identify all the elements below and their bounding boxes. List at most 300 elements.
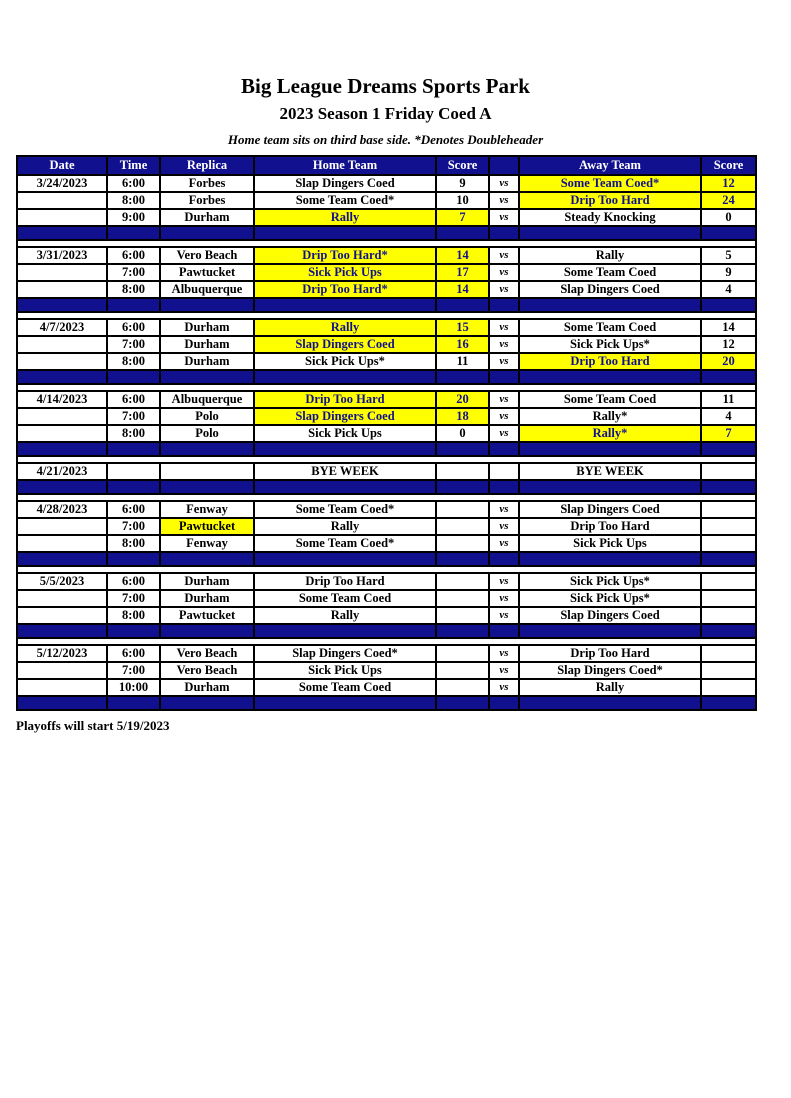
- header-home-score: Score: [436, 156, 489, 175]
- away-team-cell: Rally: [519, 247, 701, 264]
- week-separator-row: [17, 226, 756, 240]
- game-row: [17, 247, 756, 264]
- home-team-cell: Sick Pick Ups: [254, 425, 436, 442]
- section-spacer-row: [17, 456, 756, 463]
- home-score-cell: [436, 679, 489, 696]
- time-cell: 7:00: [107, 518, 160, 535]
- separator-cell: [160, 552, 254, 566]
- spacer-cell: [17, 494, 756, 501]
- separator-cell: [489, 370, 519, 384]
- game-row: [17, 353, 756, 370]
- away-team-cell: Rally*: [519, 425, 701, 442]
- separator-cell: [160, 226, 254, 240]
- game-row: [17, 281, 756, 298]
- separator-cell: [519, 298, 701, 312]
- away-score-cell: [701, 662, 756, 679]
- home-team-cell: Rally: [254, 209, 436, 226]
- separator-cell: [254, 226, 436, 240]
- section-spacer-row: [17, 494, 756, 501]
- date-cell: [17, 662, 107, 679]
- away-score-cell: 24: [701, 192, 756, 209]
- vs-cell: vs: [489, 607, 519, 624]
- separator-cell: [107, 624, 160, 638]
- separator-cell: [17, 480, 107, 494]
- replica-cell: Albuquerque: [160, 391, 254, 408]
- separator-cell: [17, 370, 107, 384]
- week-separator-row: [17, 298, 756, 312]
- separator-cell: [701, 480, 756, 494]
- home-score-cell: 17: [436, 264, 489, 281]
- page-note: Home team sits on third base side. *Denotes Doubleheader: [227, 131, 544, 147]
- away-team-cell: Rally*: [519, 408, 701, 425]
- page-subtitle: 2023 Season 1 Friday Coed A: [279, 104, 492, 124]
- separator-cell: [254, 370, 436, 384]
- game-row: [17, 573, 756, 590]
- header-time: Time: [107, 156, 160, 175]
- separator-cell: [107, 226, 160, 240]
- bye-week-row: [17, 463, 756, 480]
- home-team-cell: Sick Pick Ups: [254, 662, 436, 679]
- week-separator-row: [17, 552, 756, 566]
- time-cell: 7:00: [107, 336, 160, 353]
- separator-cell: [436, 370, 489, 384]
- away-score-cell: [701, 607, 756, 624]
- separator-cell: [17, 552, 107, 566]
- replica-cell: Durham: [160, 353, 254, 370]
- replica-cell: Durham: [160, 336, 254, 353]
- home-team-cell: Drip Too Hard*: [254, 247, 436, 264]
- home-team-cell: Drip Too Hard*: [254, 281, 436, 298]
- time-cell: 6:00: [107, 501, 160, 518]
- away-team-cell: Sick Pick Ups*: [519, 573, 701, 590]
- home-team-cell: Some Team Coed*: [254, 192, 436, 209]
- away-score-cell: 20: [701, 353, 756, 370]
- time-cell: 8:00: [107, 607, 160, 624]
- game-row: [17, 391, 756, 408]
- home-score-cell: 18: [436, 408, 489, 425]
- game-row: [17, 425, 756, 442]
- home-team-cell: Slap Dingers Coed: [254, 408, 436, 425]
- separator-cell: [254, 696, 436, 710]
- time-cell: 7:00: [107, 662, 160, 679]
- home-score-cell: 10: [436, 192, 489, 209]
- section-spacer-row: [17, 638, 756, 645]
- home-score-cell: 15: [436, 319, 489, 336]
- replica-cell: Pawtucket: [160, 518, 254, 535]
- header-away-score: Score: [701, 156, 756, 175]
- away-score-cell: [701, 501, 756, 518]
- home-score-cell: [436, 518, 489, 535]
- separator-cell: [160, 298, 254, 312]
- game-row: [17, 645, 756, 662]
- time-cell: 8:00: [107, 192, 160, 209]
- away-score-cell: [701, 590, 756, 607]
- header-away-team: Away Team: [519, 156, 701, 175]
- separator-cell: [17, 298, 107, 312]
- time-cell: 8:00: [107, 425, 160, 442]
- home-score-cell: 20: [436, 391, 489, 408]
- separator-cell: [519, 552, 701, 566]
- separator-cell: [160, 624, 254, 638]
- separator-cell: [254, 442, 436, 456]
- away-score-cell: [701, 679, 756, 696]
- date-cell: 4/7/2023: [17, 319, 107, 336]
- home-score-cell: [436, 645, 489, 662]
- home-team-cell: Slap Dingers Coed*: [254, 645, 436, 662]
- date-cell: [17, 408, 107, 425]
- spacer-cell: [17, 384, 756, 391]
- spacer-cell: [17, 638, 756, 645]
- header-replica: Replica: [160, 156, 254, 175]
- away-score-cell: 14: [701, 319, 756, 336]
- away-score-cell: [701, 463, 756, 480]
- home-score-cell: [436, 607, 489, 624]
- separator-cell: [436, 442, 489, 456]
- away-team-cell: Some Team Coed: [519, 391, 701, 408]
- away-score-cell: [701, 573, 756, 590]
- away-team-cell: Drip Too Hard: [519, 353, 701, 370]
- week-separator-row: [17, 696, 756, 710]
- vs-cell: vs: [489, 501, 519, 518]
- section-spacer-row: [17, 240, 756, 247]
- date-cell: [17, 336, 107, 353]
- separator-cell: [519, 624, 701, 638]
- time-cell: 7:00: [107, 590, 160, 607]
- separator-cell: [160, 442, 254, 456]
- replica-cell: Polo: [160, 425, 254, 442]
- away-score-cell: 12: [701, 175, 756, 192]
- time-cell: 8:00: [107, 535, 160, 552]
- header-date: Date: [17, 156, 107, 175]
- separator-cell: [436, 480, 489, 494]
- header-home-team: Home Team: [254, 156, 436, 175]
- separator-cell: [701, 298, 756, 312]
- away-team-cell: Slap Dingers Coed: [519, 281, 701, 298]
- header-vs: [489, 156, 519, 175]
- date-cell: [17, 353, 107, 370]
- separator-cell: [107, 298, 160, 312]
- vs-cell: vs: [489, 247, 519, 264]
- away-score-cell: 7: [701, 425, 756, 442]
- separator-cell: [436, 696, 489, 710]
- game-row: [17, 209, 756, 226]
- spacer-cell: [17, 312, 756, 319]
- section-spacer-row: [17, 312, 756, 319]
- game-row: [17, 535, 756, 552]
- home-score-cell: 16: [436, 336, 489, 353]
- game-row: [17, 607, 756, 624]
- away-team-cell: Sick Pick Ups*: [519, 590, 701, 607]
- separator-cell: [701, 442, 756, 456]
- vs-cell: vs: [489, 679, 519, 696]
- home-score-cell: [436, 590, 489, 607]
- separator-cell: [519, 480, 701, 494]
- date-cell: 5/5/2023: [17, 573, 107, 590]
- game-row: [17, 408, 756, 425]
- away-score-cell: [701, 535, 756, 552]
- separator-cell: [107, 480, 160, 494]
- date-cell: [17, 281, 107, 298]
- game-row: [17, 192, 756, 209]
- away-team-cell: Drip Too Hard: [519, 192, 701, 209]
- separator-cell: [107, 696, 160, 710]
- vs-cell: vs: [489, 209, 519, 226]
- time-cell: 6:00: [107, 319, 160, 336]
- vs-cell: [489, 463, 519, 480]
- home-score-cell: [436, 463, 489, 480]
- vs-cell: vs: [489, 518, 519, 535]
- date-cell: [17, 679, 107, 696]
- separator-cell: [701, 624, 756, 638]
- page-header: [16, 74, 755, 147]
- date-cell: 3/31/2023: [17, 247, 107, 264]
- time-cell: 8:00: [107, 281, 160, 298]
- game-row: [17, 264, 756, 281]
- away-team-cell: Slap Dingers Coed*: [519, 662, 701, 679]
- vs-cell: vs: [489, 425, 519, 442]
- game-row: [17, 319, 756, 336]
- separator-cell: [436, 226, 489, 240]
- away-team-cell: Rally: [519, 679, 701, 696]
- separator-cell: [107, 552, 160, 566]
- spacer-cell: [17, 456, 756, 463]
- separator-cell: [701, 226, 756, 240]
- home-score-cell: 14: [436, 281, 489, 298]
- home-team-cell: Sick Pick Ups*: [254, 353, 436, 370]
- time-cell: 9:00: [107, 209, 160, 226]
- home-team-cell: Drip Too Hard: [254, 391, 436, 408]
- game-row: [17, 518, 756, 535]
- week-separator-row: [17, 442, 756, 456]
- replica-cell: Pawtucket: [160, 264, 254, 281]
- away-score-cell: 5: [701, 247, 756, 264]
- replica-cell: Fenway: [160, 501, 254, 518]
- vs-cell: vs: [489, 408, 519, 425]
- separator-cell: [107, 370, 160, 384]
- separator-cell: [107, 442, 160, 456]
- separator-cell: [519, 442, 701, 456]
- separator-cell: [436, 298, 489, 312]
- schedule-table-body: [17, 175, 756, 710]
- replica-cell: Durham: [160, 679, 254, 696]
- replica-cell: Vero Beach: [160, 247, 254, 264]
- time-cell: 7:00: [107, 408, 160, 425]
- replica-cell: Fenway: [160, 535, 254, 552]
- replica-cell: Vero Beach: [160, 662, 254, 679]
- away-team-cell: Slap Dingers Coed: [519, 607, 701, 624]
- away-team-cell: Some Team Coed: [519, 319, 701, 336]
- home-score-cell: [436, 501, 489, 518]
- section-spacer-row: [17, 566, 756, 573]
- home-team-cell: Some Team Coed: [254, 590, 436, 607]
- replica-cell: Durham: [160, 319, 254, 336]
- vs-cell: vs: [489, 590, 519, 607]
- vs-cell: vs: [489, 391, 519, 408]
- home-team-cell: Slap Dingers Coed: [254, 336, 436, 353]
- date-cell: 5/12/2023: [17, 645, 107, 662]
- replica-cell: Forbes: [160, 175, 254, 192]
- home-team-cell: Some Team Coed: [254, 679, 436, 696]
- home-score-cell: 0: [436, 425, 489, 442]
- away-score-cell: 0: [701, 209, 756, 226]
- vs-cell: vs: [489, 319, 519, 336]
- home-score-cell: [436, 573, 489, 590]
- home-score-cell: 11: [436, 353, 489, 370]
- schedule-table: [16, 155, 757, 711]
- vs-cell: vs: [489, 175, 519, 192]
- separator-cell: [17, 624, 107, 638]
- away-score-cell: [701, 518, 756, 535]
- game-row: [17, 336, 756, 353]
- vs-cell: vs: [489, 336, 519, 353]
- home-team-cell: Rally: [254, 607, 436, 624]
- game-row: [17, 175, 756, 192]
- separator-cell: [519, 696, 701, 710]
- time-cell: 6:00: [107, 573, 160, 590]
- date-cell: [17, 518, 107, 535]
- home-score-cell: 7: [436, 209, 489, 226]
- home-score-cell: 14: [436, 247, 489, 264]
- away-team-cell: Drip Too Hard: [519, 645, 701, 662]
- away-score-cell: 4: [701, 408, 756, 425]
- separator-cell: [17, 226, 107, 240]
- replica-cell: Pawtucket: [160, 607, 254, 624]
- vs-cell: vs: [489, 535, 519, 552]
- date-cell: [17, 590, 107, 607]
- time-cell: 10:00: [107, 679, 160, 696]
- replica-cell: Durham: [160, 209, 254, 226]
- date-cell: [17, 607, 107, 624]
- time-cell: 7:00: [107, 264, 160, 281]
- away-team-cell: Sick Pick Ups: [519, 535, 701, 552]
- replica-cell: Albuquerque: [160, 281, 254, 298]
- bye-home-cell: BYE WEEK: [254, 463, 436, 480]
- time-cell: 6:00: [107, 175, 160, 192]
- separator-cell: [519, 226, 701, 240]
- away-team-cell: Steady Knocking: [519, 209, 701, 226]
- separator-cell: [254, 552, 436, 566]
- replica-cell: [160, 463, 254, 480]
- time-cell: 6:00: [107, 645, 160, 662]
- away-score-cell: 12: [701, 336, 756, 353]
- separator-cell: [701, 696, 756, 710]
- date-cell: 4/28/2023: [17, 501, 107, 518]
- date-cell: 4/21/2023: [17, 463, 107, 480]
- separator-cell: [489, 480, 519, 494]
- time-cell: [107, 463, 160, 480]
- replica-cell: Vero Beach: [160, 645, 254, 662]
- separator-cell: [489, 298, 519, 312]
- week-separator-row: [17, 480, 756, 494]
- vs-cell: vs: [489, 645, 519, 662]
- separator-cell: [489, 696, 519, 710]
- away-score-cell: 11: [701, 391, 756, 408]
- separator-cell: [436, 624, 489, 638]
- separator-cell: [254, 298, 436, 312]
- separator-cell: [160, 696, 254, 710]
- spacer-cell: [17, 566, 756, 573]
- separator-cell: [489, 552, 519, 566]
- game-row: [17, 679, 756, 696]
- replica-cell: Durham: [160, 590, 254, 607]
- separator-cell: [489, 624, 519, 638]
- separator-cell: [254, 624, 436, 638]
- vs-cell: vs: [489, 662, 519, 679]
- vs-cell: vs: [489, 353, 519, 370]
- replica-cell: Durham: [160, 573, 254, 590]
- separator-cell: [701, 552, 756, 566]
- date-cell: [17, 209, 107, 226]
- separator-cell: [519, 370, 701, 384]
- date-cell: 4/14/2023: [17, 391, 107, 408]
- separator-cell: [160, 370, 254, 384]
- section-spacer-row: [17, 384, 756, 391]
- time-cell: 6:00: [107, 391, 160, 408]
- separator-cell: [17, 442, 107, 456]
- away-team-cell: Sick Pick Ups*: [519, 336, 701, 353]
- spacer-cell: [17, 240, 756, 247]
- replica-cell: Polo: [160, 408, 254, 425]
- time-cell: 6:00: [107, 247, 160, 264]
- separator-cell: [436, 552, 489, 566]
- away-team-cell: Drip Too Hard: [519, 518, 701, 535]
- separator-cell: [160, 480, 254, 494]
- separator-cell: [489, 442, 519, 456]
- game-row: [17, 662, 756, 679]
- date-cell: [17, 264, 107, 281]
- away-team-cell: Slap Dingers Coed: [519, 501, 701, 518]
- home-team-cell: Some Team Coed*: [254, 501, 436, 518]
- replica-cell: Forbes: [160, 192, 254, 209]
- home-team-cell: Drip Too Hard: [254, 573, 436, 590]
- home-team-cell: Rally: [254, 319, 436, 336]
- separator-cell: [701, 370, 756, 384]
- date-cell: 3/24/2023: [17, 175, 107, 192]
- separator-cell: [254, 480, 436, 494]
- time-cell: 8:00: [107, 353, 160, 370]
- separator-cell: [489, 226, 519, 240]
- home-team-cell: Rally: [254, 518, 436, 535]
- home-score-cell: [436, 662, 489, 679]
- away-team-cell: Some Team Coed: [519, 264, 701, 281]
- game-row: [17, 501, 756, 518]
- page-title: Big League Dreams Sports Park: [241, 74, 530, 98]
- week-separator-row: [17, 370, 756, 384]
- date-cell: [17, 535, 107, 552]
- week-separator-row: [17, 624, 756, 638]
- vs-cell: vs: [489, 264, 519, 281]
- date-cell: [17, 425, 107, 442]
- bye-away-cell: BYE WEEK: [519, 463, 701, 480]
- away-score-cell: 4: [701, 281, 756, 298]
- separator-cell: [17, 696, 107, 710]
- home-team-cell: Some Team Coed*: [254, 535, 436, 552]
- game-row: [17, 590, 756, 607]
- vs-cell: vs: [489, 192, 519, 209]
- home-score-cell: 9: [436, 175, 489, 192]
- home-team-cell: Sick Pick Ups: [254, 264, 436, 281]
- home-score-cell: [436, 535, 489, 552]
- vs-cell: vs: [489, 573, 519, 590]
- home-team-cell: Slap Dingers Coed: [254, 175, 436, 192]
- date-cell: [17, 192, 107, 209]
- away-score-cell: 9: [701, 264, 756, 281]
- playoffs-note: Playoffs will start 5/19/2023: [16, 717, 170, 733]
- away-team-cell: Some Team Coed*: [519, 175, 701, 192]
- vs-cell: vs: [489, 281, 519, 298]
- table-header-row: [17, 156, 756, 175]
- away-score-cell: [701, 645, 756, 662]
